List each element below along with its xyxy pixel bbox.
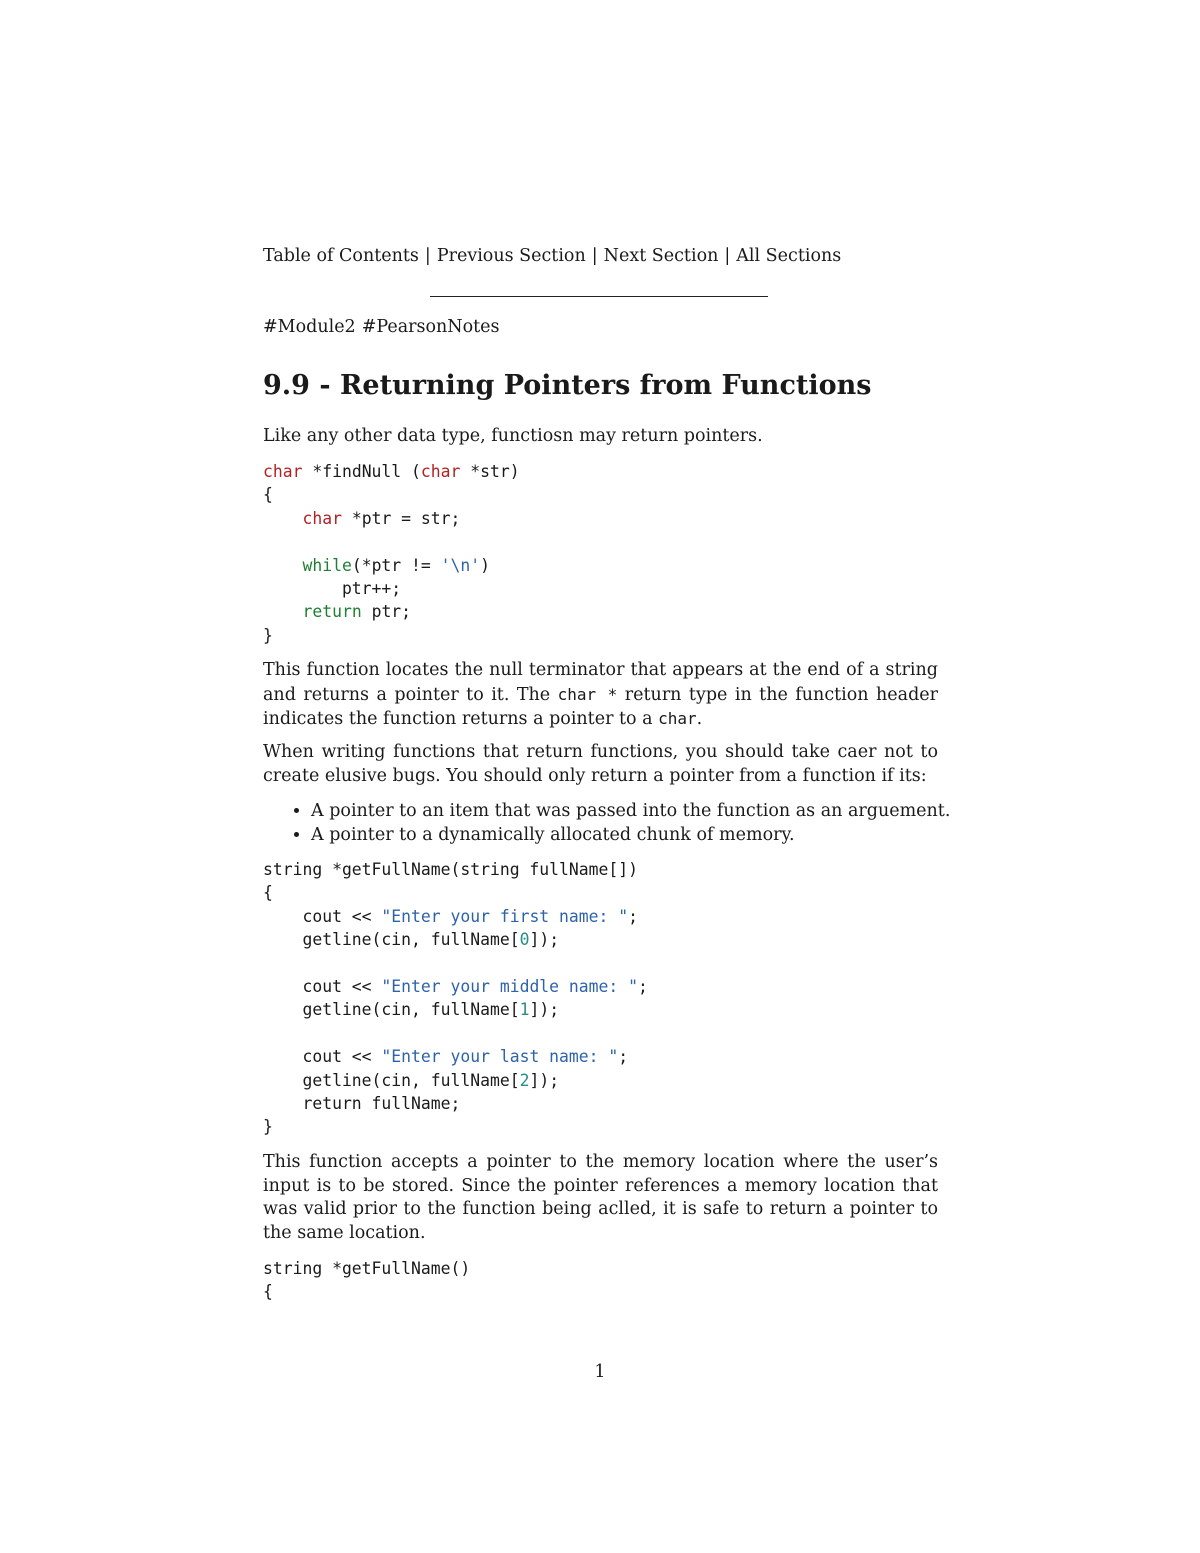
list-item: • A pointer to a dynamically allocated chunk of memory. [311, 824, 986, 848]
inline-code: char [658, 709, 697, 728]
inline-code: char * [557, 684, 618, 704]
warning-paragraph: When writing functions that return functions, you should take caer not to create elusive bugs. You should only return a pointer from a function if its: [263, 742, 938, 786]
code-text: *ptr = str; [341, 508, 461, 528]
code-block-getfullname: string *getFullName(string fullName[]) { cout << "Enter your first name: "; getline(cin, fullName[0]); cout << "Enter your middle name: "; getline(cin, fullName[1]); cout << "Enter your last name: "; getline(cin, fullName[2]); return fullName; } [263, 860, 648, 1137]
list-item: • A pointer to an item that was passed into the function as an arguement. [311, 800, 986, 824]
code-number: 0 [519, 930, 530, 950]
code-block-getfullname-2 [263, 1257, 938, 1304]
code-keyword: return [302, 602, 362, 622]
findnull-explanation: This function locates the null terminator that appears at the end of a string and returns a pointer to it. The char * return type in the function header indicates the function returns a pointer to a char. [263, 660, 938, 729]
code-text: ptr++; [263, 579, 402, 599]
code-block-findnull [263, 460, 938, 647]
code-number: 2 [519, 1070, 530, 1090]
page-number: 1 [594, 1362, 606, 1382]
code-text: } [263, 1117, 273, 1137]
previous-section-link[interactable]: Previous Section [436, 246, 586, 266]
code-number: 1 [519, 1000, 530, 1020]
code-text: { [263, 485, 273, 505]
code-keyword: while [302, 555, 352, 575]
section-title: 9.9 - Returning Pointers from Functions [263, 370, 872, 401]
section-nav [263, 246, 841, 266]
intro-paragraph: Like any other data type, functiosn may return pointers. [263, 426, 763, 446]
code-text: { [263, 883, 273, 903]
getfullname-explanation: This function accepts a pointer to the memory location where the user’s input is to be stored. Since the pointer references a memory location that was valid prior to the function being aclled, it is safe to return a pointer to the same location. [263, 1152, 938, 1243]
code-keyword: char [420, 462, 461, 481]
code-keyword: char [263, 462, 303, 481]
code-text: return fullName; [263, 1094, 461, 1114]
next-section-link[interactable]: Next Section [603, 246, 719, 266]
horizontal-rule [430, 296, 768, 297]
code-text: (*ptr != [351, 555, 441, 575]
tag-module2[interactable]: #Module2 [263, 317, 356, 337]
code-text: ) [480, 555, 490, 575]
code-string: "Enter your first name: " [381, 906, 629, 926]
code-text: *str) [460, 462, 520, 481]
tag-pearsonnotes[interactable]: #PearsonNotes [361, 317, 500, 337]
code-string: "Enter your middle name: " [381, 977, 638, 997]
all-sections-link[interactable]: All Sections [736, 246, 842, 266]
code-text: *findNull ( [302, 462, 421, 481]
code-keyword: char [302, 508, 342, 528]
code-text: string *getFullName(string fullName[]) [263, 860, 638, 879]
nav-separator: | [424, 246, 431, 266]
toc-link[interactable]: Table of Contents [263, 246, 419, 266]
code-text: ptr; [361, 602, 412, 622]
code-text: string *getFullName() [263, 1259, 471, 1278]
nav-separator: | [591, 246, 598, 266]
bullet-list [263, 800, 986, 847]
nav-separator: | [724, 246, 731, 266]
code-string: '\n' [440, 555, 481, 575]
tag-list [263, 317, 506, 337]
code-text: } [263, 625, 273, 645]
code-string: "Enter your last name: " [381, 1047, 619, 1067]
code-text: { [263, 1282, 273, 1302]
